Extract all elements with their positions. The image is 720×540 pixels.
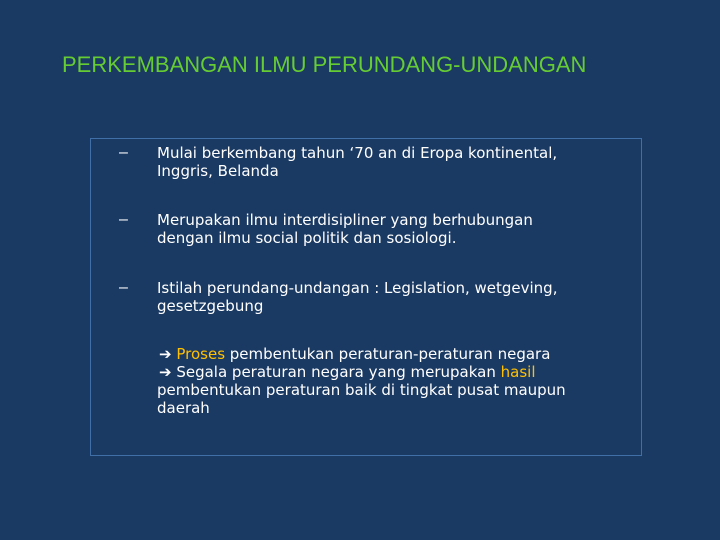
bullet-line: dengan ilmu social politik dan sosiologi. [157, 229, 457, 247]
bullet-line: Merupakan ilmu interdisipliner yang berhubungan [157, 211, 533, 229]
dash-bullet: – [119, 144, 128, 161]
arrow-text-continuation: pembentukan peraturan baik di tingkat pusat maupun [157, 381, 566, 399]
arrow-right-icon: ➔ [159, 363, 172, 381]
dash-bullet: – [119, 211, 128, 228]
highlight-proses: Proses [176, 345, 226, 363]
arrow-points [157, 345, 627, 417]
arrow-right-icon: ➔ [159, 345, 172, 363]
highlight-hasil: hasil [500, 363, 536, 381]
bullet-text [157, 279, 627, 315]
slide-title: PERKEMBANGAN ILMU PERUNDANG-UNDANGAN [62, 52, 587, 77]
arrow-line-proses [157, 345, 627, 363]
bullet-line: gesetzgebung [157, 297, 264, 315]
bullet-line: Istilah perundang-undangan : Legislation, wetgeving, [157, 279, 558, 297]
arrow-line-hasil [157, 363, 627, 381]
bullet-text [157, 144, 627, 180]
arrow-text: Segala peraturan negara yang merupakan [171, 363, 501, 381]
arrow-text: pembentukan peraturan-peraturan negara [225, 345, 551, 363]
content-box [90, 138, 642, 456]
bullet-line: Mulai berkembang tahun ‘70 an di Eropa kontinental, [157, 144, 558, 162]
dash-bullet: – [119, 279, 128, 296]
arrow-text-continuation: daerah [157, 399, 210, 417]
bullet-text [157, 211, 627, 247]
bullet-line: Inggris, Belanda [157, 162, 279, 180]
